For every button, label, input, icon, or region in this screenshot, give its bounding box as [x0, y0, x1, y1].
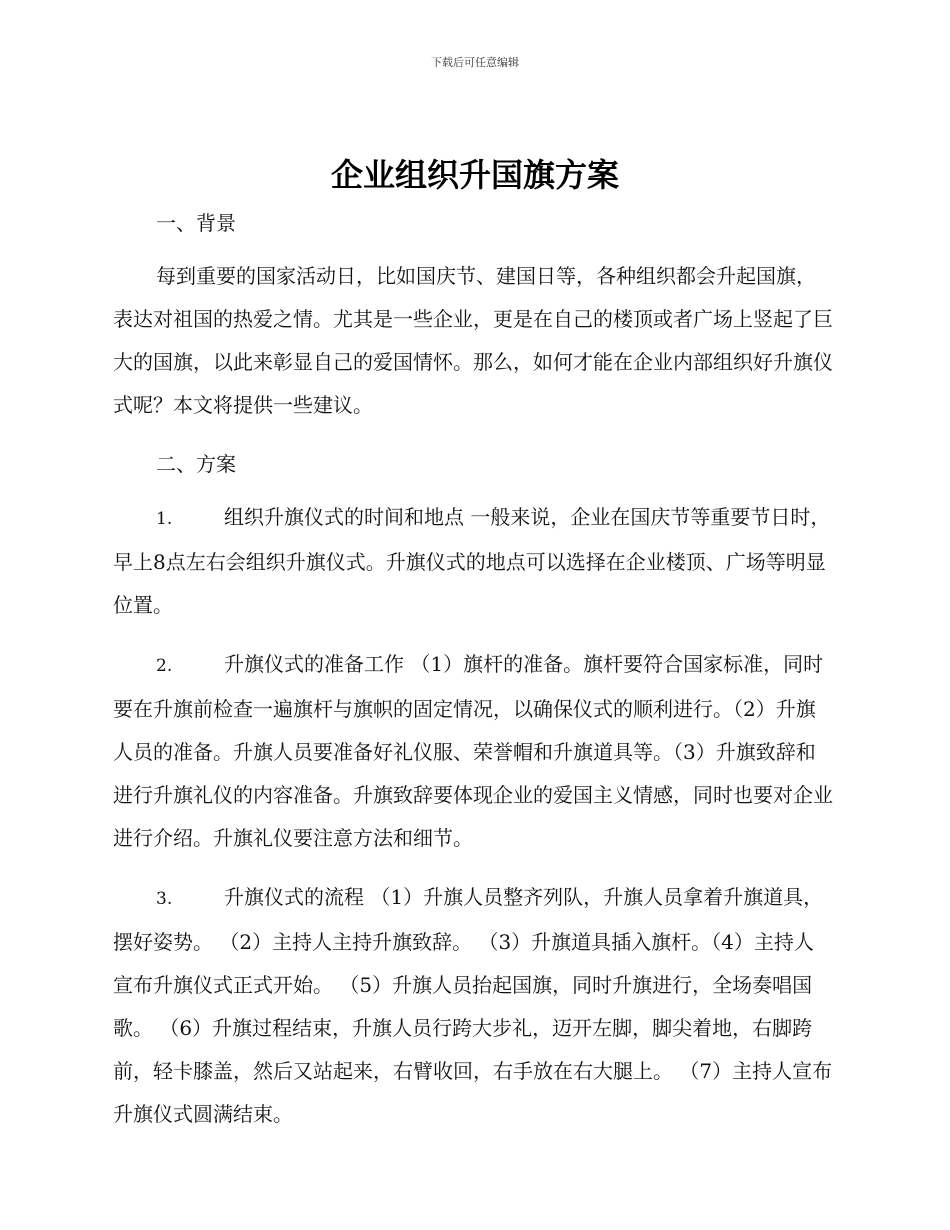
section-heading-background: 一、背景 — [156, 211, 236, 235]
plan-item-number: 2. — [156, 656, 173, 676]
section-heading-plan: 二、方案 — [156, 452, 236, 476]
plan-item — [113, 643, 833, 860]
plan-item-number: 1. — [156, 509, 173, 529]
plan-item-text: 升旗仪式的流程 （1）升旗人员整齐列队，升旗人员拿着升旗道具，摆好姿势。 （2）主持人主持升旗致辞。 （3）升旗道具插入旗杆。（4）主持人宣布升旗仪式正式开始。 （5）升旗人员抬起国旗，同时升旗进行，全场奏唱国歌。 （6）升旗过程结束，升旗人员行跨大步礼，迈开左脚，脚尖着地，右脚跨前，轻卡膝盖，然后又站起来，右臂收回，右手放在右大腿上。 （7）主持人宣布升旗仪式圆满结束。 — [113, 885, 833, 1126]
plan-item — [113, 496, 833, 627]
plan-item-number: 3. — [156, 889, 173, 909]
document-body — [113, 202, 833, 1152]
background-paragraph: 每到重要的国家活动日，比如国庆节、建国日等，各种组织都会升起国旗，表达对祖国的热爱之情。尤其是一些企业，更是在自己的楼顶或者广场上竖起了巨大的国旗，以此来彰显自己的爱国情怀。那么，如何才能在企业内部组织好升旗仪式呢？本文将提供一些建议。 — [113, 264, 833, 417]
plan-item — [113, 876, 833, 1136]
plan-item-text: 组织升旗仪式的时间和地点 一般来说，企业在国庆节等重要节日时，早上8点左右会组织升旗仪式。升旗仪式的地点可以选择在企业楼顶、广场等明显位置。 — [113, 505, 831, 617]
header-note: 下载后可任意编辑 — [431, 56, 519, 69]
plan-item-text: 升旗仪式的准备工作 （1）旗杆的准备。旗杆要符合国家标准，同时要在升旗前检查一遍旗杆与旗帜的固定情况，以确保仪式的顺利进行。（2）升旗人员的准备。升旗人员要准备好礼仪服、荣誉帽和升旗道具等。（3）升旗致辞和进行升旗礼仪的内容准备。升旗致辞要体现企业的爱国主义情感，同时也要对企业进行介绍。升旗礼仪要注意方法和细节。 — [113, 652, 833, 850]
document-title: 企业组织升国旗方案 — [330, 156, 619, 194]
